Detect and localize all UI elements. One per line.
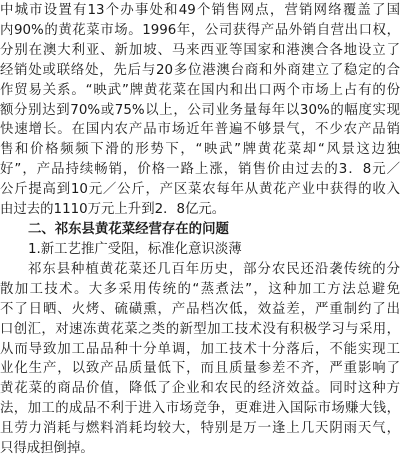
paragraph-line: 内90%的黄花菜市场。1996年，公司获得产品外销自营出口权， — [0, 22, 400, 38]
paragraph-line: 黄花菜的商品价值，降低了企业和农民的经济效益。同时这种方 — [0, 381, 400, 397]
paragraph-line: 经销处或联络处，先后与20多位港澳台商和外商建立了稳定的合 — [0, 62, 400, 78]
paragraph-line: 从而导致加工品品种十分单调，加工技术十分落后，不能实现工 — [0, 341, 400, 357]
paragraph-line: 只得成担倒掉。 — [0, 441, 94, 457]
paragraph-line: 好”，产品持续畅销，价格一路上涨，销售价由过去的3．8元／ — [0, 162, 400, 178]
paragraph-line: 公斤提高到10元／公斤，产区菜农每年从黄花产业中获得的收入 — [0, 182, 400, 198]
paragraph-line: 售和价格频频下滑的形势下，“映武”牌黄花菜却“风景这边独 — [0, 142, 400, 158]
paragraph-line: 分别在澳大利亚、新加坡、马来西亚等国家和港澳合各地设立了 — [0, 42, 400, 58]
paragraph-line: 作贸易关系。“映武”牌黄花菜在国内和出口两个市场上占有的份 — [0, 82, 400, 98]
paragraph-line: 口创汇，对速冻黄花菜之类的新型加工技术没有积极学习与采用， — [0, 321, 400, 337]
subsection-heading: 1.新工艺推广受阻，标准化意识淡薄 — [28, 241, 242, 257]
paragraph-line: 中城市设置有13个办事处和49个销售网点，营销网络覆盖了国 — [0, 3, 400, 18]
paragraph-line: 法，加工的成品不利于进入市场竞争，更难进入国际市场赚大钱， — [0, 401, 400, 417]
paragraph-line: 快速增长。在国内农产品市场近年普遍不够景气，不少农产品销 — [0, 122, 400, 138]
paragraph-line: 散加工技术。大多采用传统的“蒸煮法”，这种加工方法总避免 — [0, 281, 400, 297]
paragraph-line: 不了日晒、火烤、硫磺熏，产品档次低，效益差，严重制约了出 — [0, 301, 400, 317]
section-heading: 二、祁东县黄花菜经营存在的问题 — [28, 222, 229, 238]
paragraph-line: 祁东县种植黄花菜还几百年历史，部分农民还沿袭传统的分 — [28, 261, 400, 277]
paragraph-line: 额分别达到70%或75%以上，公司业务量每年以30%的幅度实现 — [0, 102, 400, 118]
paragraph-line: 且劳力消耗与燃料消耗均较大，特别是万一逢上几天阴雨天气， — [0, 421, 400, 437]
paragraph-line: 由过去的1110万元上升到2．8亿元。 — [0, 202, 226, 218]
paragraph-line: 业化生产，以致产品质量低下，而且质量参差不齐，严重影响了 — [0, 361, 400, 377]
